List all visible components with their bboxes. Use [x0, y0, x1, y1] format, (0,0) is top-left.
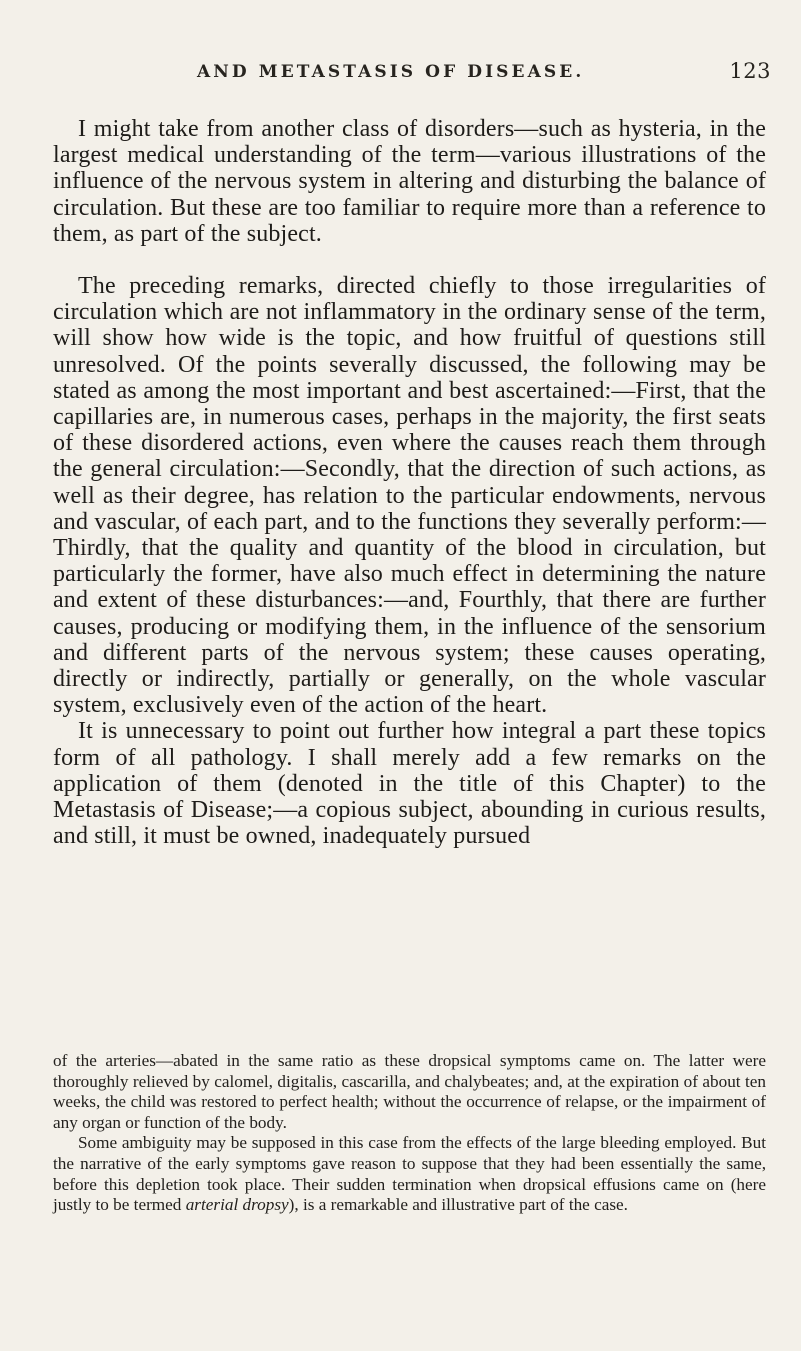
paragraph-preceding-remarks: The preceding remarks, directed chiefly to those irregularities of circulation which are not inflammatory in the ordinary sense of the term, will show how wide is the topic, and how fruitful of questions still unresolved. Of the points severally discussed, the following may be stated as among the most important and best ascertained:—First, that the capillaries are, in numerous cases, perhaps in the majority, the first seats of these disordered actions, even where the causes reach them through the general circulation:—Secondly, that the direction of such actions, as well as their degree, has relation to the particular endowments, nervous and vascular, of each part, and to the functions they severally perform:—Thirdly, that the quality and quantity of the blood in circulation, but particularly the former, have also much effect in determining the nature and extent of these disturbances:—and, Fourthly, that there are further causes, producing or modifying them, in the influence of the sensorium and different parts of the nervous system; these causes operating, directly or indirectly, partially or generally, on the whole vascular system, exclusively even of the action of the heart. [53, 273, 766, 719]
paragraph-metastasis: It is unnecessary to point out further how integral a part these topics form of all pathology. I shall merely add a few remarks on the application of them (denoted in the title of this Chapter) to the Metastasis of Disease;—a copious subject, abounding in curious results, and still, it must be owned, inadequately pursued [53, 718, 766, 850]
footnote-italic-term: arterial dropsy [185, 1195, 289, 1215]
running-head: AND METASTASIS OF DISEASE. [197, 62, 585, 82]
footnote-paragraph-arteries: of the arteries—abated in the same ratio as these dropsical symptoms came on. The latter were thoroughly relieved by calomel, digitalis, cascarilla, and chalybeates; and, at the expiration of about ten weeks, the child was restored to perfect health; without the occurrence of relapse, or the impairment of any organ or function of the body. [53, 1051, 766, 1132]
paragraph-hysteria: I might take from another class of disorders—such as hysteria, in the largest medical understanding of the term—various illustrations of the influence of the nervous system in altering and disturbing the balance of circulation. But these are too familiar to require more than a reference to them, as part of the subject. [53, 116, 766, 247]
page-number: 123 [729, 59, 771, 83]
footnote-paragraph-ambiguity [53, 1133, 766, 1215]
main-text [53, 116, 766, 849]
footnote-text-after-italic: ), is a remarkable and illustrative part of the case. [288, 1195, 628, 1215]
footnote-text-before-italic: Some ambiguity may be supposed in this case from the effects of the large bleeding employed. But the narrative of the early symptoms gave reason to suppose that they had been essentially the same, before this depletion took place. Their sudden termination when dropsical effusions came on (here justly to be termed [53, 1133, 766, 1215]
footnote [53, 1051, 766, 1216]
page-header [197, 59, 771, 92]
